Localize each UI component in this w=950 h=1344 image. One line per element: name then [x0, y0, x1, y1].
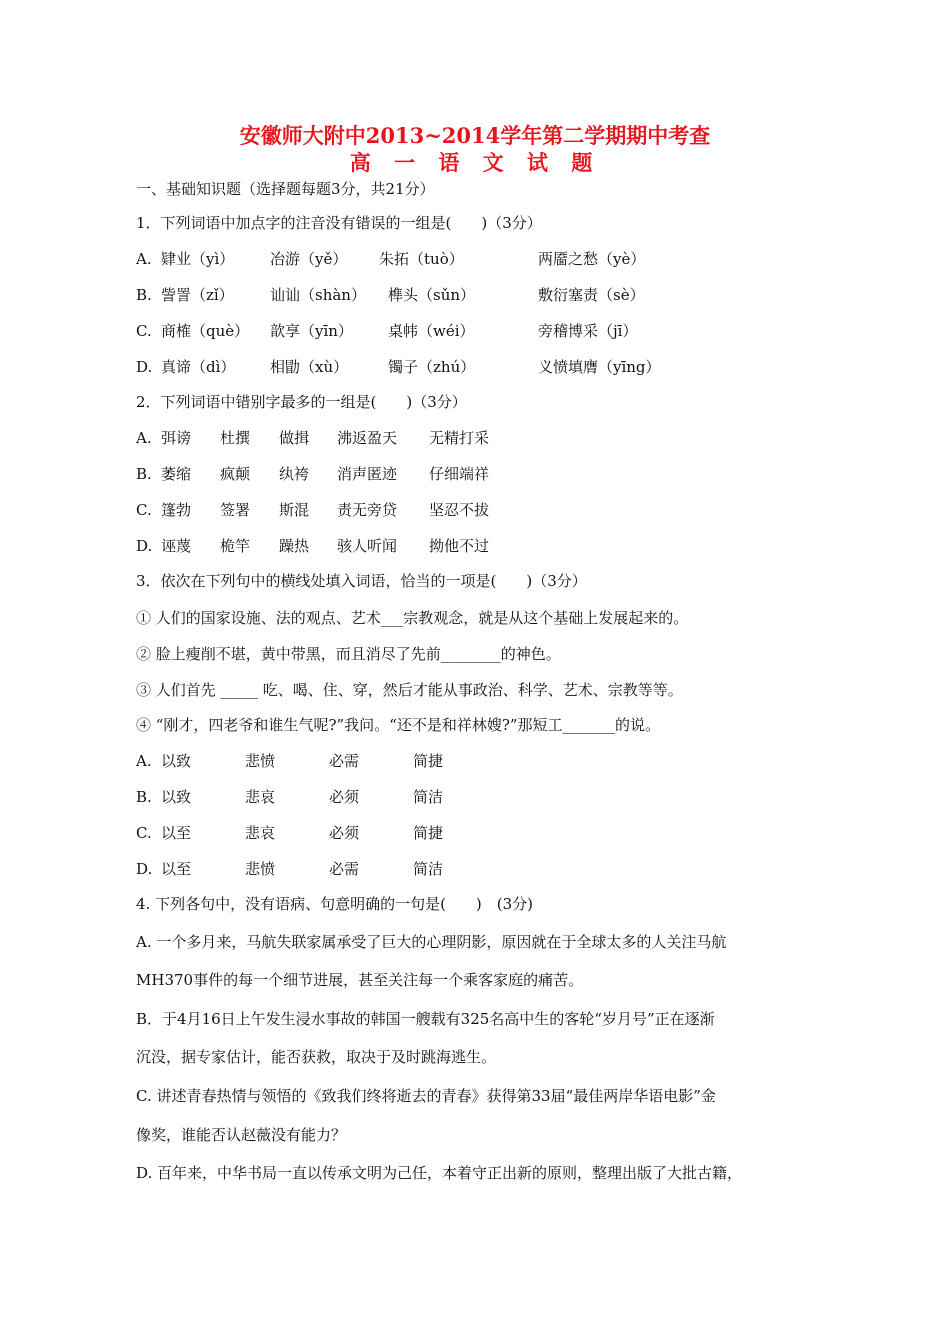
option-word: 斯混: [279, 501, 310, 519]
option-word: 必须: [329, 824, 360, 842]
option-word: 悲愤: [245, 860, 276, 878]
question-2-stem: 2．下列词语中错别字最多的一组是( )（3分）: [136, 393, 467, 411]
option-letter: A.: [136, 752, 152, 770]
question-3-sentence-1: ① 人们的国家设施、法的观点、艺术___宗教观念，就是从这个基础上发展起来的。: [136, 609, 689, 627]
option-letter: C.: [136, 501, 152, 519]
option-letter: B.: [136, 286, 152, 304]
option-word: 以致: [161, 752, 192, 770]
option-word: 讪讪（shàn）: [270, 286, 366, 304]
option-word: 简捷: [413, 824, 444, 842]
option-word: 简捷: [413, 752, 444, 770]
option-word: 朱拓（tuò）: [379, 250, 464, 268]
option-letter: D.: [136, 860, 153, 878]
option-word: 弭谤: [161, 429, 192, 447]
option-word: 骇人听闻: [337, 537, 398, 555]
section-heading: 一、基础知识题（选择题每题3分，共21分）: [136, 180, 435, 198]
option-word: 悲愤: [245, 752, 276, 770]
option-word: 萎缩: [161, 465, 192, 483]
option-letter: D.: [136, 358, 153, 376]
question-4-option-b-line-2: 沉没，据专家估计，能否获救，取决于及时跳海逃生。: [136, 1048, 497, 1066]
option-word: 篷勃: [161, 501, 192, 519]
option-word: 歆享（yīn）: [270, 322, 353, 340]
option-word: 肄业（yì）: [161, 250, 235, 268]
option-word: 义愤填膺（yīng）: [538, 358, 661, 376]
option-word: 敷衍塞责（sè）: [538, 286, 645, 304]
question-4-option-a-line-2: MH370事件的每一个细节进展，甚至关注每一个乘客家庭的痛苦。: [136, 971, 584, 989]
question-4-option-b-line-1: B．于4月16日上午发生浸水事故的韩国一艘载有325名高中生的客轮“岁月号”正在逐渐: [136, 1010, 715, 1028]
option-letter: B.: [136, 788, 152, 806]
option-word: 真谛（dì）: [161, 358, 236, 376]
question-4-option-c-line-1: C. 讲述青春热情与领悟的《致我们终将逝去的青春》获得第33届“最佳两岸华语电影”金: [136, 1087, 716, 1105]
option-letter: C.: [136, 322, 152, 340]
option-word: 旁稽博采（jī）: [538, 322, 638, 340]
option-word: 消声匿迹: [337, 465, 398, 483]
option-word: 以至: [161, 824, 192, 842]
question-3-stem: 3．依次在下列句中的横线处填入词语，恰当的一项是( )（3分）: [136, 572, 587, 590]
option-word: 相勖（xù）: [270, 358, 349, 376]
question-3-sentence-4: ④ “刚才，四老爷和谁生气呢?”我问。“还不是和祥林嫂?”那短工_______的说。: [136, 716, 661, 734]
option-word: 简洁: [413, 860, 444, 878]
option-word: 仔细端祥: [429, 465, 490, 483]
option-word: 做揖: [279, 429, 310, 447]
question-4-option-d-line-1: D. 百年来，中华书局一直以传承文明为己任，本着守正出新的原则，整理出版了大批古籍，: [136, 1164, 743, 1182]
question-4-stem: 4. 下列各句中，没有语病、句意明确的一句是( ) (3分): [136, 895, 534, 913]
option-letter: C.: [136, 824, 152, 842]
option-letter: D.: [136, 537, 153, 555]
option-letter: A.: [136, 250, 152, 268]
question-4-option-a-line-1: A. 一个多月来，马航失联家属承受了巨大的心理阴影，原因就在于全球太多的人关注马航: [136, 933, 727, 951]
option-word: 桅竿: [220, 537, 251, 555]
option-word: 镯子（zhú）: [388, 358, 476, 376]
option-word: 冶游（yě）: [270, 250, 348, 268]
option-word: 纨袴: [279, 465, 310, 483]
option-word: 坚忍不拔: [429, 501, 490, 519]
option-word: 沸返盈天: [337, 429, 398, 447]
option-word: 无精打采: [429, 429, 490, 447]
question-3-sentence-3: ③ 人们首先 _____ 吃、喝、住、穿，然后才能从事政治、科学、艺术、宗教等等。: [136, 681, 683, 699]
option-word: 以至: [161, 860, 192, 878]
option-word: 责无旁贷: [337, 501, 398, 519]
option-word: 訾詈（zǐ）: [161, 286, 234, 304]
question-4-option-c-line-2: 像奖，谁能否认赵薇没有能力？: [136, 1126, 347, 1144]
option-word: 杜撰: [220, 429, 251, 447]
question-1-stem: 1．下列词语中加点字的注音没有错误的一组是( )（3分）: [136, 214, 542, 232]
question-3-sentence-2: ② 脸上瘦削不堪，黄中带黑，而且消尽了先前________的神色。: [136, 645, 561, 663]
option-word: 商榷（què）: [161, 322, 250, 340]
option-word: 桌帏（wéi）: [388, 322, 475, 340]
option-letter: B.: [136, 465, 152, 483]
exam-title: 安徽师大附中2013~2014学年第二学期期中考查: [239, 123, 711, 148]
option-word: 以致: [161, 788, 192, 806]
option-word: 必需: [329, 752, 360, 770]
option-word: 疯颠: [220, 465, 251, 483]
option-word: 两靥之愁（yè）: [538, 250, 646, 268]
option-word: 诬蔑: [161, 537, 192, 555]
option-word: 签署: [220, 501, 251, 519]
option-word: 必需: [329, 860, 360, 878]
option-word: 必须: [329, 788, 360, 806]
option-letter: A.: [136, 429, 152, 447]
exam-subtitle: 高 一 语 文 试 题: [349, 150, 601, 175]
option-word: 简洁: [413, 788, 444, 806]
option-word: 躁热: [279, 537, 310, 555]
option-word: 榫头（sǔn）: [388, 286, 476, 304]
option-word: 悲哀: [245, 788, 276, 806]
option-word: 拗他不过: [429, 537, 490, 555]
option-word: 悲哀: [245, 824, 276, 842]
